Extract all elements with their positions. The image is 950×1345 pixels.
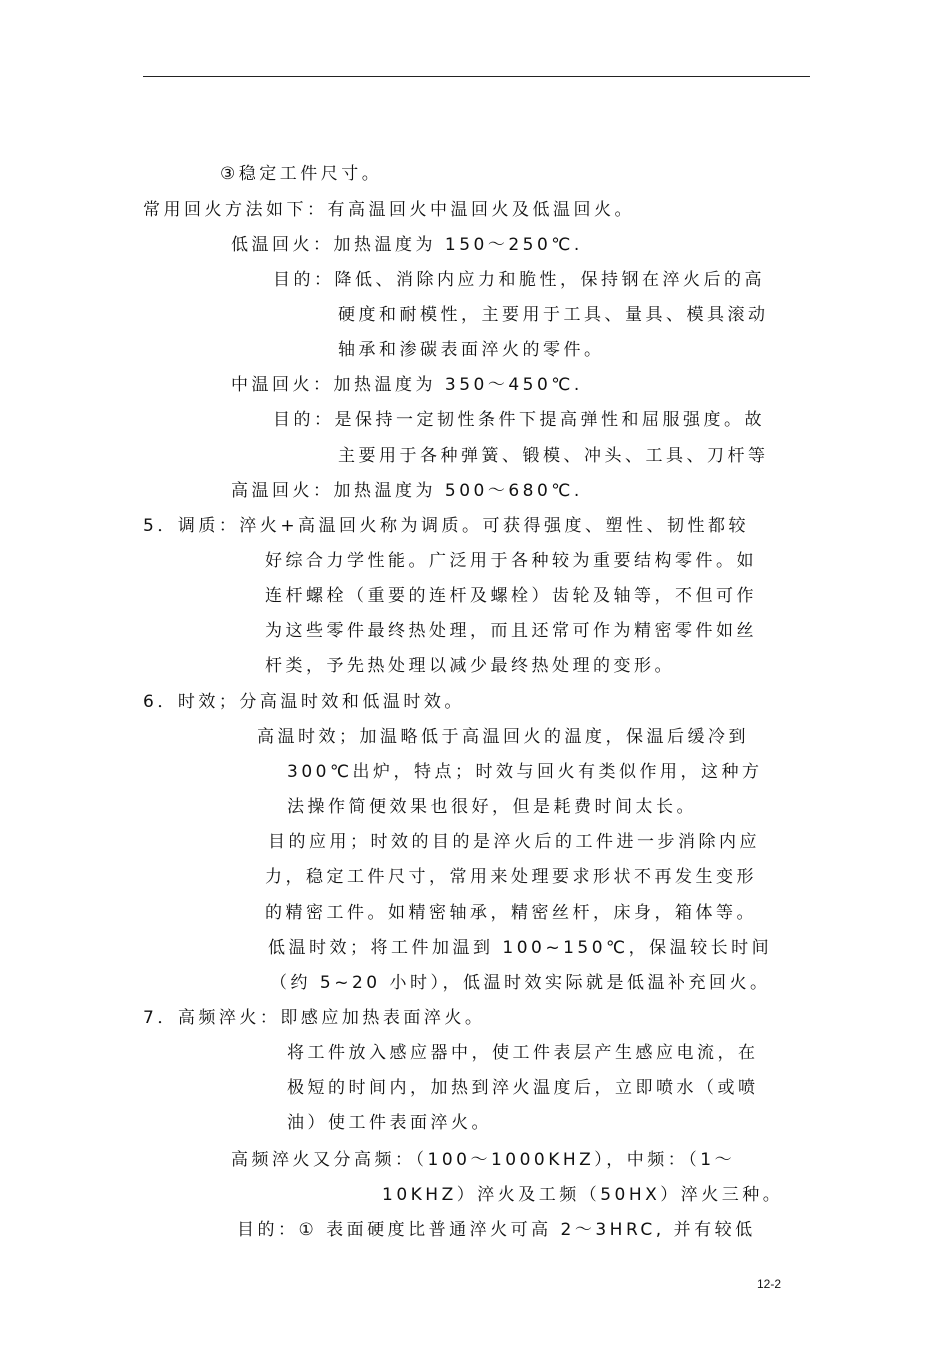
text-line: （约 5~20 小时），低温时效实际就是低温补充回火。 [270,973,771,993]
text-line: 中温回火：加热温度为 350～450℃. [231,375,583,395]
text-line: 常用回火方法如下：有高温回火中温回火及低温回火。 [143,200,635,220]
text-line: 杆类，予先热处理以减少最终热处理的变形。 [265,656,675,676]
text-line: 法操作简便效果也很好，但是耗费时间太长。 [287,797,697,817]
text-line: 主要用于各种弹簧、锻模、冲头、工具、刀杆等 [338,446,769,466]
text-line: 目的：是保持一定韧性条件下提高弹性和屈服强度。故 [273,410,765,430]
text-line: 高温回火：加热温度为 500～680℃. [231,481,583,501]
text-line: 的精密工件。如精密轴承，精密丝杆，床身，箱体等。 [265,903,757,923]
text-line: 7．高频淬火：即感应加热表面淬火。 [143,1008,486,1028]
header-rule [143,76,810,77]
text-line: 300℃出炉，特点；时效与回火有类似作用，这种方 [287,762,763,782]
text-line: 高温时效；加温略低于高温回火的温度，保温后缓冷到 [257,727,749,747]
text-line: 硬度和耐模性，主要用于工具、量具、模具滚动 [338,305,769,325]
text-line: 低温回火：加热温度为 150～250℃. [231,235,583,255]
text-line: 目的：① 表面硬度比普通淬火可高 2～3HRC, 并有较低 [237,1220,756,1240]
text-line: 6．时效；分高温时效和低温时效。 [143,692,465,712]
text-line: 好综合力学性能。广泛用于各种较为重要结构零件。如 [265,551,757,571]
text-line: 将工件放入感应器中，使工件表层产生感应电流，在 [287,1043,759,1063]
text-line: 轴承和渗碳表面淬火的零件。 [338,340,605,360]
text-line: 连杆螺栓（重要的连杆及螺栓）齿轮及轴等，不但可作 [265,586,757,606]
text-line: 为这些零件最终热处理，而且还常可作为精密零件如丝 [265,621,757,641]
page-number: 12-2 [757,1277,782,1291]
text-line: 低温时效；将工件加温到 100~150℃，保温较长时间 [268,938,773,958]
text-line: 目的：降低、消除内应力和脆性，保持钢在淬火后的高 [273,270,765,290]
text-line: 极短的时间内，加热到淬火温度后，立即喷水（或喷 [287,1078,759,1098]
text-line: 高频淬火又分高频：（100～1000KHZ），中频：（1～ [231,1150,736,1170]
text-line: 油）使工件表面淬火。 [287,1113,492,1133]
text-line: 10KHZ）淬火及工频（50HX）淬火三种。 [382,1185,784,1205]
text-line: 目的应用；时效的目的是淬火后的工件进一步消除内应 [268,832,760,852]
text-line: ③稳定工件尺寸。 [220,164,383,184]
text-line: 力，稳定工件尺寸，常用来处理要求形状不再发生变形 [265,867,757,887]
text-line: 5．调质：淬火+高温回火称为调质。可获得强度、塑性、韧性都较 [143,516,750,536]
